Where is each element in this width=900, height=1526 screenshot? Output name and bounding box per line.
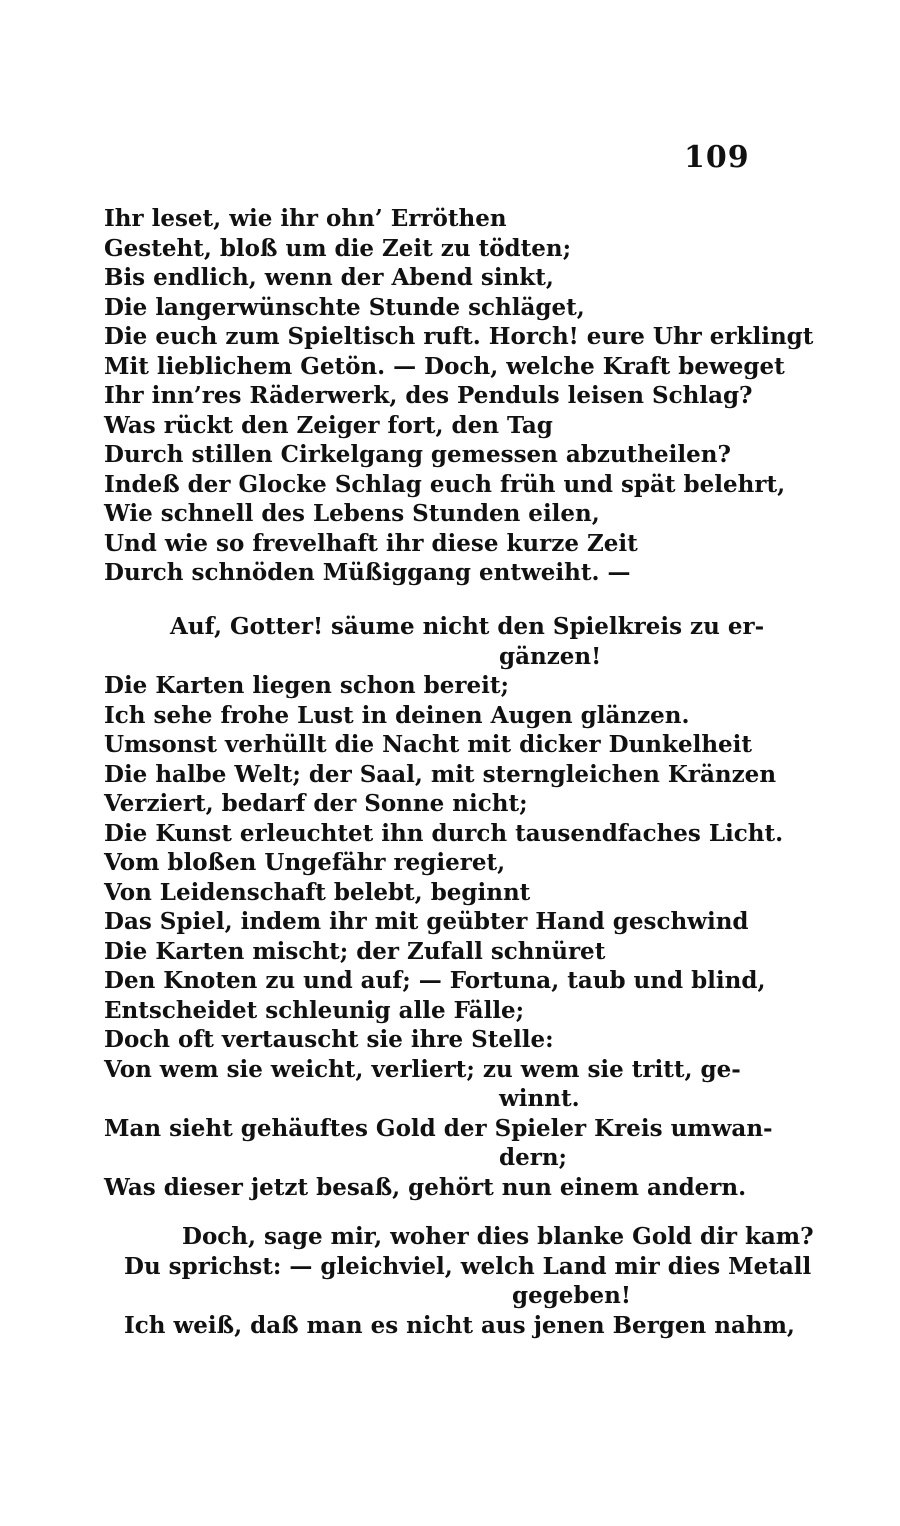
verse-line: Durch schnöden Müßiggang entweiht. — <box>104 559 631 586</box>
verse-line: Die halbe Welt; der Saal, mit sterngleichen Kränzen <box>104 760 777 788</box>
stanza-1 <box>104 204 814 588</box>
verse-line: Die langerwünschte Stunde schläget, <box>104 293 585 321</box>
verse-line: Und wie so frevelhaft ihr diese kurze Zeit <box>104 529 638 557</box>
verse-line: Durch stillen Cirkelgang gemessen abzutheilen? <box>104 441 731 468</box>
stanza-2 <box>104 612 794 1202</box>
verse-line: Von wem sie weicht, verliert; zu wem sie tritt, ge- <box>104 1055 741 1083</box>
verse-line: Ihr leset, wie ihr ohn’ Erröthen <box>104 205 507 232</box>
verse-line: Doch, sage mir, woher dies blanke Gold dir kam? <box>182 1223 814 1250</box>
verse-line-continuation: winnt. <box>499 1085 580 1112</box>
verse-line: Entscheidet schleunig alle Fälle; <box>104 996 525 1024</box>
verse-line: Bis endlich, wenn der Abend sinkt, <box>104 264 554 291</box>
verse-line: Indeß der Glocke Schlag euch früh und spät belehrt, <box>104 470 786 498</box>
verse-line: Ihr inn’res Räderwerk, des Penduls leisen Schlag? <box>104 382 753 409</box>
verse-line: Ich weiß, daß man es nicht aus jenen Bergen nahm, <box>124 1311 795 1339</box>
verse-line: Gesteht, bloß um die Zeit zu tödten; <box>104 234 572 262</box>
verse-line: Du sprichst: — gleichviel, welch Land mir dies Metall <box>124 1252 812 1280</box>
verse-line: Was dieser jetzt besaß, gehört nun einem andern. <box>104 1173 747 1201</box>
verse-line: Auf, Gotter! säume nicht den Spielkreis zu er- <box>170 613 765 640</box>
verse-line: Man sieht gehäuftes Gold der Spieler Kreis umwan- <box>104 1114 773 1142</box>
verse-line: Doch oft vertauscht sie ihre Stelle: <box>104 1026 554 1053</box>
verse-line: Das Spiel, indem ihr mit geübter Hand geschwind <box>104 908 749 935</box>
verse-line-continuation: gegeben! <box>512 1282 631 1309</box>
verse-line: Was rückt den Zeiger fort, den Tag <box>104 411 553 439</box>
verse-line: Die Kunst erleuchtet ihn durch tausendfaches Licht. <box>104 819 784 847</box>
page-number: 109 <box>684 140 750 175</box>
verse-line: Mit lieblichem Getön. — Doch, welche Kraft beweget <box>104 352 785 380</box>
verse-line-continuation: gänzen! <box>499 642 602 670</box>
stanza-3 <box>104 1222 814 1340</box>
verse-line: Umsonst verhüllt die Nacht mit dicker Dunkelheit <box>104 731 753 758</box>
verse-line: Vom bloßen Ungefähr regieret, <box>104 849 506 876</box>
verse-line: Die Karten mischt; der Zufall schnüret <box>104 937 606 965</box>
verse-line: Wie schnell des Lebens Stunden eilen, <box>104 500 600 527</box>
verse-line: Ich sehe frohe Lust in deinen Augen glänzen. <box>104 701 690 729</box>
verse-line: Verziert, bedarf der Sonne nicht; <box>104 790 528 817</box>
verse-line-continuation: dern; <box>499 1144 568 1171</box>
verse-line: Die Karten liegen schon bereit; <box>104 672 509 699</box>
verse-line: Den Knoten zu und auf; — Fortuna, taub und blind, <box>104 967 766 994</box>
verse-line: Die euch zum Spieltisch ruft. Horch! eure Uhr erklingt <box>104 323 814 350</box>
verse-line: Von Leidenschaft belebt, beginnt <box>104 878 531 906</box>
